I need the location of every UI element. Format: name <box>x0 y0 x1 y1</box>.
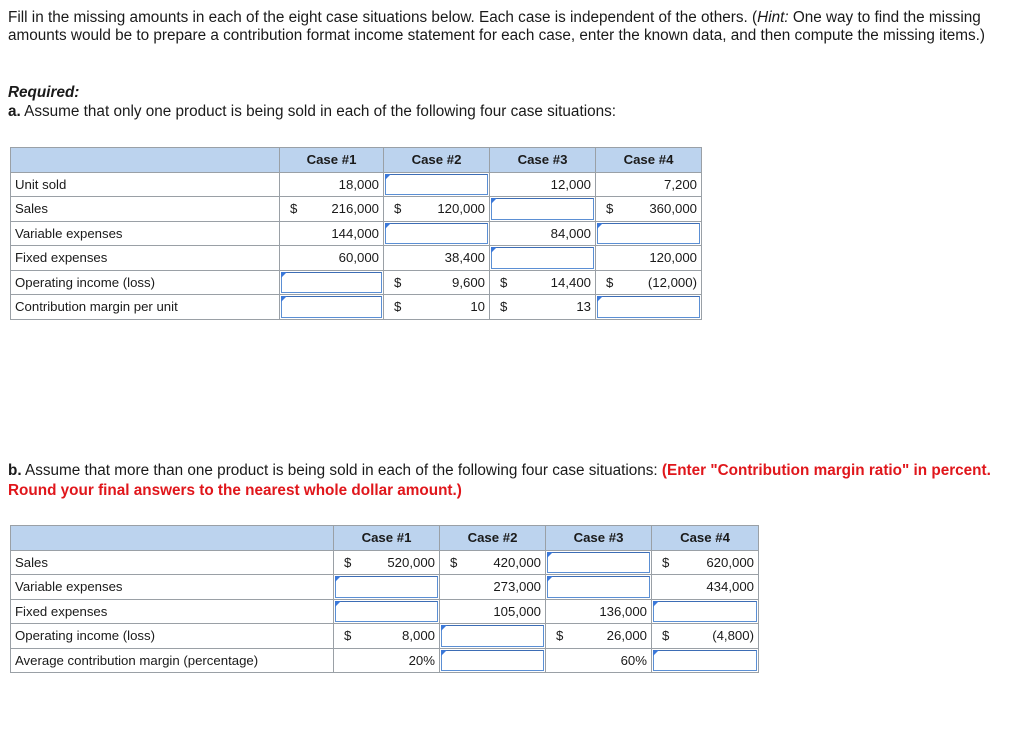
input-cell[interactable] <box>490 246 596 271</box>
row-label: Average contribution margin (percentage) <box>11 648 334 673</box>
currency-symbol: $ <box>334 550 360 575</box>
header-blank <box>11 526 334 551</box>
header-case-3: Case #3 <box>490 148 596 173</box>
cell-value: 434,000 <box>678 575 759 600</box>
header-case-2: Case #2 <box>440 526 546 551</box>
cell-value: 216,000 <box>306 197 384 222</box>
header-case-3: Case #3 <box>546 526 652 551</box>
table-row <box>11 172 702 197</box>
cell-value: 7,200 <box>620 172 702 197</box>
row-label: Operating income (loss) <box>11 624 334 649</box>
cell-value: (4,800) <box>678 624 759 649</box>
input-cell[interactable] <box>652 599 759 624</box>
part-a-label: a. <box>8 103 21 120</box>
part-b-instruction: (Enter "Contribution margin ratio" in percent. Round your final answers to the nearest whole dollar amount.) <box>8 462 991 499</box>
cell-value: 620,000 <box>678 550 759 575</box>
input-cell[interactable] <box>440 648 546 673</box>
currency-symbol: $ <box>280 197 306 222</box>
row-label: Fixed expenses <box>11 599 334 624</box>
currency-symbol: $ <box>652 624 678 649</box>
currency-symbol: $ <box>652 550 678 575</box>
table-row <box>11 270 702 295</box>
part-b-label: b. <box>8 462 22 479</box>
table-row <box>11 599 759 624</box>
cell-value: 26,000 <box>572 624 652 649</box>
multi-product-table <box>10 525 759 673</box>
cell-value: 273,000 <box>466 575 546 600</box>
row-label: Variable expenses <box>11 575 334 600</box>
currency-symbol: $ <box>440 550 466 575</box>
input-cell[interactable] <box>280 295 384 320</box>
cell-value: 120,000 <box>620 246 702 271</box>
input-cell[interactable] <box>440 624 546 649</box>
cell-value: 144,000 <box>306 221 384 246</box>
table-row <box>11 575 759 600</box>
header-case-1: Case #1 <box>280 148 384 173</box>
currency-symbol: $ <box>490 295 512 320</box>
cell-value: 136,000 <box>572 599 652 624</box>
cell-value: 14,400 <box>512 270 596 295</box>
cell-value: 9,600 <box>408 270 490 295</box>
required-section <box>8 83 616 121</box>
header-case-1: Case #1 <box>334 526 440 551</box>
currency-symbol: $ <box>490 270 512 295</box>
cell-value: 84,000 <box>512 221 596 246</box>
input-cell[interactable] <box>334 599 440 624</box>
input-cell[interactable] <box>652 648 759 673</box>
row-label: Variable expenses <box>11 221 280 246</box>
table-row <box>11 197 702 222</box>
table-header-row <box>11 148 702 173</box>
part-a-text: Assume that only one product is being sold in each of the following four case situations: <box>20 103 616 120</box>
part-b-text: Assume that more than one product is being sold in each of the following four case situations: <box>21 462 662 479</box>
cell-value: 10 <box>408 295 490 320</box>
instructions-paragraph <box>8 9 1008 45</box>
row-label: Fixed expenses <box>11 246 280 271</box>
cell-value: 105,000 <box>466 599 546 624</box>
table-row <box>11 295 702 320</box>
row-label: Contribution margin per unit <box>11 295 280 320</box>
cell-value: 18,000 <box>306 172 384 197</box>
cell-value: 60,000 <box>306 246 384 271</box>
part-b-paragraph <box>8 461 1018 500</box>
table-header-row <box>11 526 759 551</box>
cell-value: 60% <box>572 648 652 673</box>
cell-value: 38,400 <box>408 246 490 271</box>
header-case-2: Case #2 <box>384 148 490 173</box>
input-cell[interactable] <box>546 575 652 600</box>
table-row <box>11 624 759 649</box>
currency-symbol: $ <box>596 197 620 222</box>
cell-value: 20% <box>360 648 440 673</box>
row-label: Sales <box>11 197 280 222</box>
intro-text-2: One way to find the missing amounts would be to prepare a contribution format income statement for each case, enter the known data, and then compute the missing items.) <box>8 9 985 44</box>
row-label: Unit sold <box>11 172 280 197</box>
table-row <box>11 648 759 673</box>
row-label: Operating income (loss) <box>11 270 280 295</box>
currency-symbol: $ <box>334 624 360 649</box>
input-cell[interactable] <box>334 575 440 600</box>
hint-label: Hint: <box>757 9 789 26</box>
currency-symbol: $ <box>384 295 408 320</box>
cell-value: 12,000 <box>512 172 596 197</box>
currency-symbol: $ <box>546 624 572 649</box>
input-cell[interactable] <box>384 221 490 246</box>
cell-value: 8,000 <box>360 624 440 649</box>
cell-value: 360,000 <box>620 197 702 222</box>
currency-symbol: $ <box>384 197 408 222</box>
intro-text-1: Fill in the missing amounts in each of the eight case situations below. Each case is independent of the others. ( <box>8 9 758 26</box>
input-cell[interactable] <box>596 221 702 246</box>
required-label: Required: <box>8 84 80 101</box>
table-row <box>11 221 702 246</box>
cell-value: 420,000 <box>466 550 546 575</box>
row-label: Sales <box>11 550 334 575</box>
header-blank <box>11 148 280 173</box>
input-cell[interactable] <box>490 197 596 222</box>
table-row <box>11 550 759 575</box>
table-row <box>11 246 702 271</box>
currency-symbol: $ <box>596 270 620 295</box>
cell-value: 520,000 <box>360 550 440 575</box>
currency-symbol: $ <box>384 270 408 295</box>
input-cell[interactable] <box>384 172 490 197</box>
single-product-table <box>10 147 702 320</box>
header-case-4: Case #4 <box>596 148 702 173</box>
cell-value: 13 <box>512 295 596 320</box>
input-cell[interactable] <box>546 550 652 575</box>
header-case-4: Case #4 <box>652 526 759 551</box>
input-cell[interactable] <box>596 295 702 320</box>
cell-value: 120,000 <box>408 197 490 222</box>
input-cell[interactable] <box>280 270 384 295</box>
cell-value: (12,000) <box>620 270 702 295</box>
